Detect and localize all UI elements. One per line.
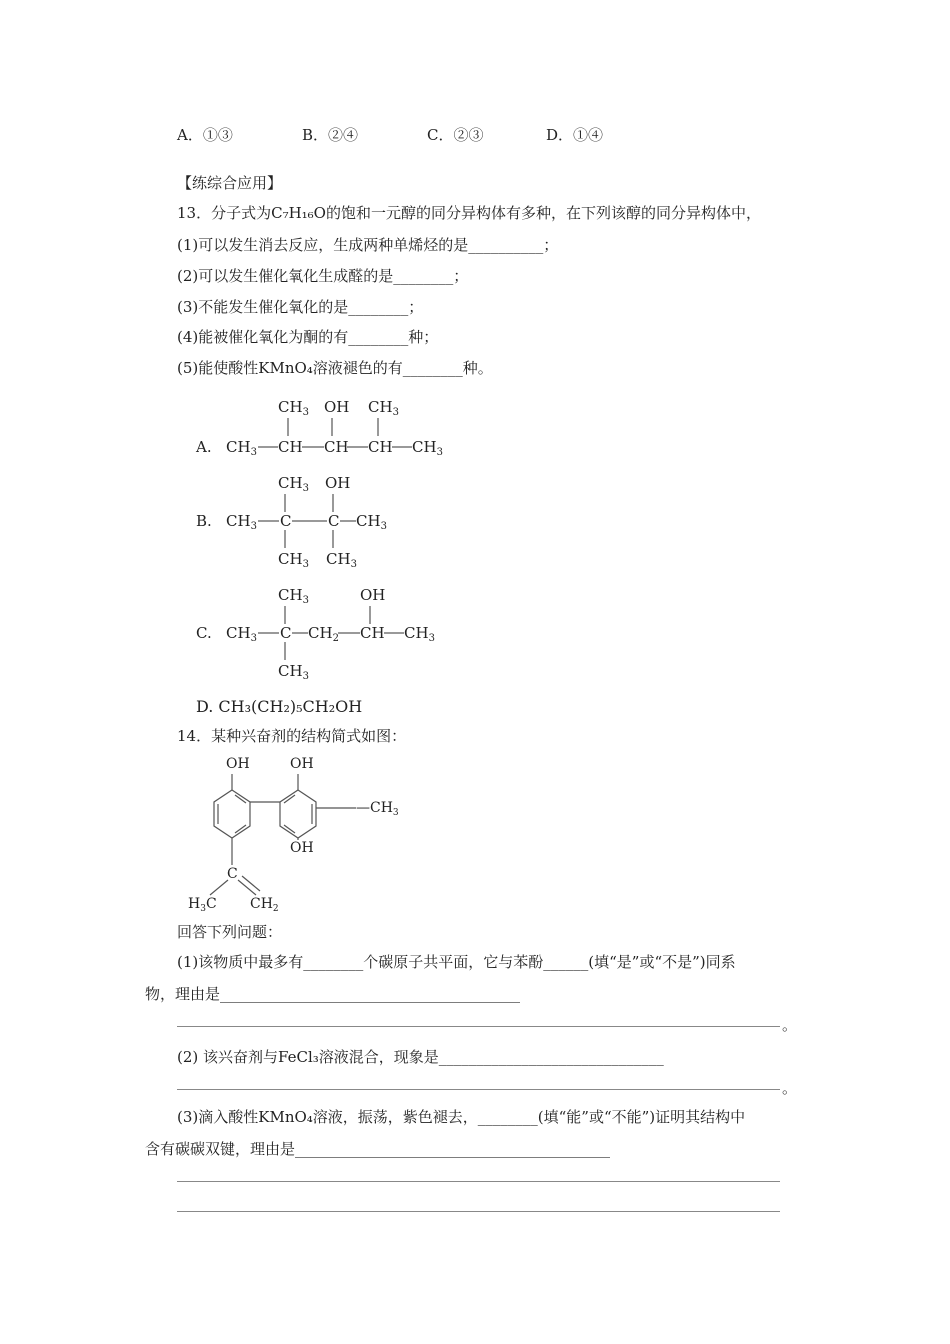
answer-line[interactable] bbox=[177, 1026, 780, 1027]
option-c-label: C. bbox=[196, 624, 212, 642]
oh-group: OH bbox=[324, 398, 350, 416]
q14-answer-prompt: 回答下列问题： bbox=[177, 923, 283, 941]
answer-line[interactable] bbox=[177, 1211, 780, 1212]
ch3-group: $CH_3$ bbox=[326, 550, 357, 570]
ch3-group: $CH_3$ bbox=[368, 398, 399, 418]
structure-a bbox=[190, 392, 460, 464]
ch2-group: $CH_2$ bbox=[250, 896, 279, 914]
q13-part-2: (2)可以发生催化氧化生成醛的是________； bbox=[177, 267, 469, 285]
q13-stem: 13．分子式为C₇H₁₆O的饱和一元醇的同分异构体有多种，在下列该醇的同分异构体中， bbox=[177, 204, 761, 222]
ch-group: CH bbox=[324, 438, 349, 456]
q13-part-1: (1)可以发生消去反应，生成两种单烯烃的是__________； bbox=[177, 236, 559, 254]
oh-group: OH bbox=[290, 756, 314, 772]
period: 。 bbox=[782, 1016, 798, 1034]
stimulant-structure bbox=[180, 752, 420, 917]
ch3-group: $CH_3$ bbox=[278, 586, 309, 606]
ch3-group: $CH_3$ bbox=[412, 438, 443, 458]
ch-group: CH bbox=[360, 624, 385, 642]
ch3-group: $CH_3$ bbox=[226, 438, 257, 458]
ch3-group: $CH_3$ bbox=[278, 398, 309, 418]
option-d: D. CH₃(CH₂)₅CH₂OH bbox=[196, 697, 363, 716]
c-atom: C bbox=[280, 624, 292, 642]
h3c-group: $H_3C$ bbox=[188, 896, 217, 914]
q14-part-1b: 物，理由是________________________________________ bbox=[145, 985, 521, 1003]
oh-group: OH bbox=[290, 840, 314, 856]
answer-line[interactable] bbox=[177, 1181, 780, 1182]
option-b-label: B. bbox=[196, 512, 212, 530]
ch3-group: $CH_3$ bbox=[278, 550, 309, 570]
c-atom: C bbox=[227, 866, 238, 882]
choice-b: B．②④ bbox=[302, 126, 359, 144]
q14-part-3b: 含有碳碳双键，理由是__________________________________________ bbox=[145, 1140, 611, 1158]
ch3-group: $—CH_3$ bbox=[356, 800, 399, 818]
q14-part-2a: (2) 该兴奋剂与FeCl₃溶液混合，现象是______________________________ bbox=[177, 1048, 664, 1066]
answer-line[interactable] bbox=[177, 1089, 780, 1090]
ch-group: CH bbox=[278, 438, 303, 456]
ch3-group: $CH_3$ bbox=[278, 662, 309, 682]
ch-group: CH bbox=[368, 438, 393, 456]
ch3-group: $CH_3$ bbox=[404, 624, 435, 644]
period: 。 bbox=[782, 1079, 798, 1097]
q13-part-5: (5)能使酸性KMnO₄溶液褪色的有________种。 bbox=[177, 359, 493, 377]
q14-part-1a: (1)该物质中最多有________个碳原子共平面，它与苯酚______(填“是”或“不是”)同系 bbox=[177, 953, 736, 971]
choice-a: A．①③ bbox=[177, 126, 233, 144]
c-atom: C bbox=[328, 512, 340, 530]
choice-c: C．②③ bbox=[427, 126, 484, 144]
oh-group: OH bbox=[325, 474, 351, 492]
section-heading: 【练综合应用】 bbox=[177, 174, 283, 192]
structure-b bbox=[190, 468, 460, 578]
q14-stem: 14．某种兴奋剂的结构简式如图： bbox=[177, 727, 407, 745]
oh-group: OH bbox=[360, 586, 386, 604]
ch3-group: $CH_3$ bbox=[226, 624, 257, 644]
q13-part-4: (4)能被催化氧化为酮的有________种； bbox=[177, 328, 439, 346]
q13-part-3: (3)不能发生催化氧化的是________； bbox=[177, 298, 424, 316]
ch3-group: $CH_3$ bbox=[278, 474, 309, 494]
structure-c bbox=[190, 582, 460, 692]
choice-d: D．①④ bbox=[546, 126, 604, 144]
option-a-label: A. bbox=[196, 438, 212, 456]
ch2-group: $CH_2$ bbox=[308, 624, 339, 644]
q14-part-3a: (3)滴入酸性KMnO₄溶液，振荡，紫色褪去，________(填“能”或“不能”)证明其结构中 bbox=[177, 1108, 746, 1126]
oh-group: OH bbox=[226, 756, 250, 772]
c-atom: C bbox=[280, 512, 292, 530]
ch3-group: $CH_3$ bbox=[356, 512, 387, 532]
ch3-group: $CH_3$ bbox=[226, 512, 257, 532]
